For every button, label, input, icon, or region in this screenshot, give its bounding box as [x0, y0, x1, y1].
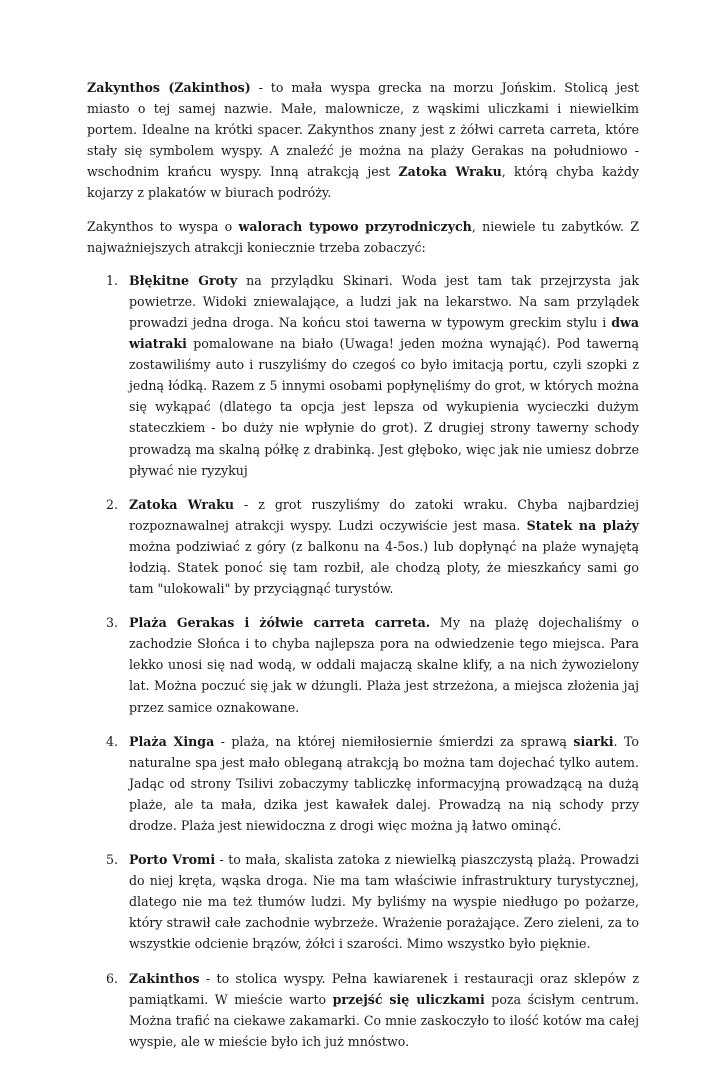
text-run: - to mała, skalista zatoka z niewielką piaszczystą plażą. Prowadzi do niej kręta, wąska droga. Nie ma tam właściwie infrastruktury turystycznej, dlatego nie ma też tłumów ludzi. My byliśmy na wyspie niedługo po pożarze, który strawił całe zachodnie wybrzeże. Wrażenie porażające. Zero zieleni, za to wszystkie odcienie brązów, żółci i szarości. Mimo wszystko było pięknie. [129, 852, 640, 952]
list-item-number: 4. [106, 733, 119, 749]
bold-text-run: siarki [573, 733, 614, 749]
text-run: , niewiele tu zabytków. Z najważniejszych atrakcji koniecznie trzeba zobaczyć: [87, 218, 640, 255]
list-item-number: 1. [106, 272, 119, 288]
text-run: pomalowane na biało (Uwaga! jeden można wynająć). Pod tawerną zostawiliśmy auto i ruszyliśmy do czegoś co było imitacją portu, czyli szopki z jedną łódką. Razem z 5 innymi osobami popłynęliśmy do grot, w których można się wykąpać (dlatego ta opcja jest lepsza od wykupienia wycieczki dużym stateczkiem - bo duży nie wpłynie do grot). Z drugiej strony tawerny schody prowadzą ma skalną półkę z drabinką. Jest głęboko, więc jak nie umiesz dobrze pływać nie ryzykuj [129, 336, 639, 478]
text-run: na przylądku Skinari. Woda jest tam tak przejrzysta jak powietrze. Widoki zniewalające, a ludzi jak na lekarstwo. Na sam przylądek prowadzi jedna droga. Na końcu stoi tawerna w typowym greckim stylu i [129, 272, 639, 330]
text-run: można podziwiać z góry (z balkonu na 4-5os.) lub dopłynąć na plaże wynajętą łodzią. Statek ponoć się tam rozbił, ale chodzą ploty, że mieszkańcy sami go tam "ulokowali" by przyciągnąć turystów. [129, 538, 639, 597]
text-run: Zakynthos to wyspa o [87, 218, 239, 234]
list-item-text [129, 971, 639, 1049]
attractions-list [87, 270, 639, 1052]
list-item-text [129, 615, 639, 714]
text-run: , którą chyba każdy kojarzy z plakatów w biurach podróży. [87, 164, 639, 201]
bold-text-run: Porto Vromi [129, 852, 216, 868]
list-item-number: 6. [106, 970, 119, 986]
list-item-number: 3. [106, 615, 119, 631]
list-item-number: 5. [106, 852, 119, 868]
text-run: - z grot ruszyliśmy do zatoki wraku. Chyba najbardziej rozpoznawalnej atrakcji wyspy. Ludzi oczywiście jest masa. [129, 496, 639, 533]
bold-text-run: Statek na plaży [526, 517, 639, 533]
list-item-text [129, 734, 639, 833]
list-item [87, 494, 639, 599]
attractions-intro-paragraph [87, 216, 639, 258]
list-item-text [129, 273, 639, 478]
bold-text-run: dwa wiatraki [129, 314, 639, 352]
bold-text-run: Plaża Xinga [129, 733, 215, 749]
list-item-number: 2. [106, 496, 119, 512]
text-run: poza ścisłym centrum. Można trafić na ciekawe zakamarki. Co mnie zaskoczyło to ilość kotów ma całej wyspie, ale w mieście było ich już mnóstwo. [129, 991, 639, 1049]
bold-text-run: Plaża Gerakas i żółwie carreta carreta. [129, 615, 431, 631]
list-item-text [129, 497, 639, 596]
bold-text-run: przejść się uliczkami [332, 991, 485, 1007]
document-body [87, 77, 639, 1065]
list-item [87, 968, 639, 1052]
bold-text-run: walorach typowo przyrodniczych [238, 218, 472, 234]
intro-paragraph [87, 77, 639, 204]
text-run: . To naturalne spa jest mało obleganą atrakcją bo można tam dojechać tylko autem. Jadąc od strony Tsilivi zobaczymy tabliczkę informacyjną prowadzącą na dużą plaże, ale ta mała, dzika jest kawałek dalej. Prowadzą na nią schody przy drodze. Plaża jest niewidoczna z drogi więc można ją łatwo ominąć. [129, 733, 639, 833]
list-item [87, 612, 639, 717]
list-item [87, 849, 639, 954]
text-run: My na plażę dojechaliśmy o zachodzie Słońca i to chyba najlepsza pora na odwiedzenie tego miejsca. Para lekko unosi się nad wodą, w oddali majaczą skalne klify, a na nich żywozielony lat. Można poczuć się jak w dżungli. Plaża jest strzeżona, a miejsca złożenia jaj przez samice oznakowane. [129, 615, 639, 715]
bold-text-run: Zatoka Wraku [398, 164, 502, 180]
bold-text-run: Zakynthos (Zakinthos) [87, 80, 251, 95]
text-run: - to mała wyspa grecka na morzu Jońskim. Stolicą jest miasto o tej samej nazwie. Małe, malownicze, z wąskimi uliczkami i niewielkim portem. Idealne na krótki spacer. Zakynthos znany jest z żółwi carreta carreta, które stały się symbolem wyspy. A znaleźć je można na plaży Gerakas na południowo - wschodnim krańcu wyspy. Inną atrakcją jest [87, 80, 639, 180]
text-run: - plaża, na której niemiłosiernie śmierdzi za sprawą [214, 733, 574, 749]
bold-text-run: Błękitne Groty [129, 272, 238, 288]
text-run: - to stolica wyspy. Pełna kawiarenek i restauracji oraz sklepów z pamiątkami. W mieście warto [129, 970, 639, 1007]
list-item-text [129, 852, 639, 951]
list-item [87, 731, 639, 836]
bold-text-run: Zatoka Wraku [129, 496, 235, 512]
bold-text-run: Zakinthos [129, 970, 200, 986]
list-item [87, 270, 639, 481]
